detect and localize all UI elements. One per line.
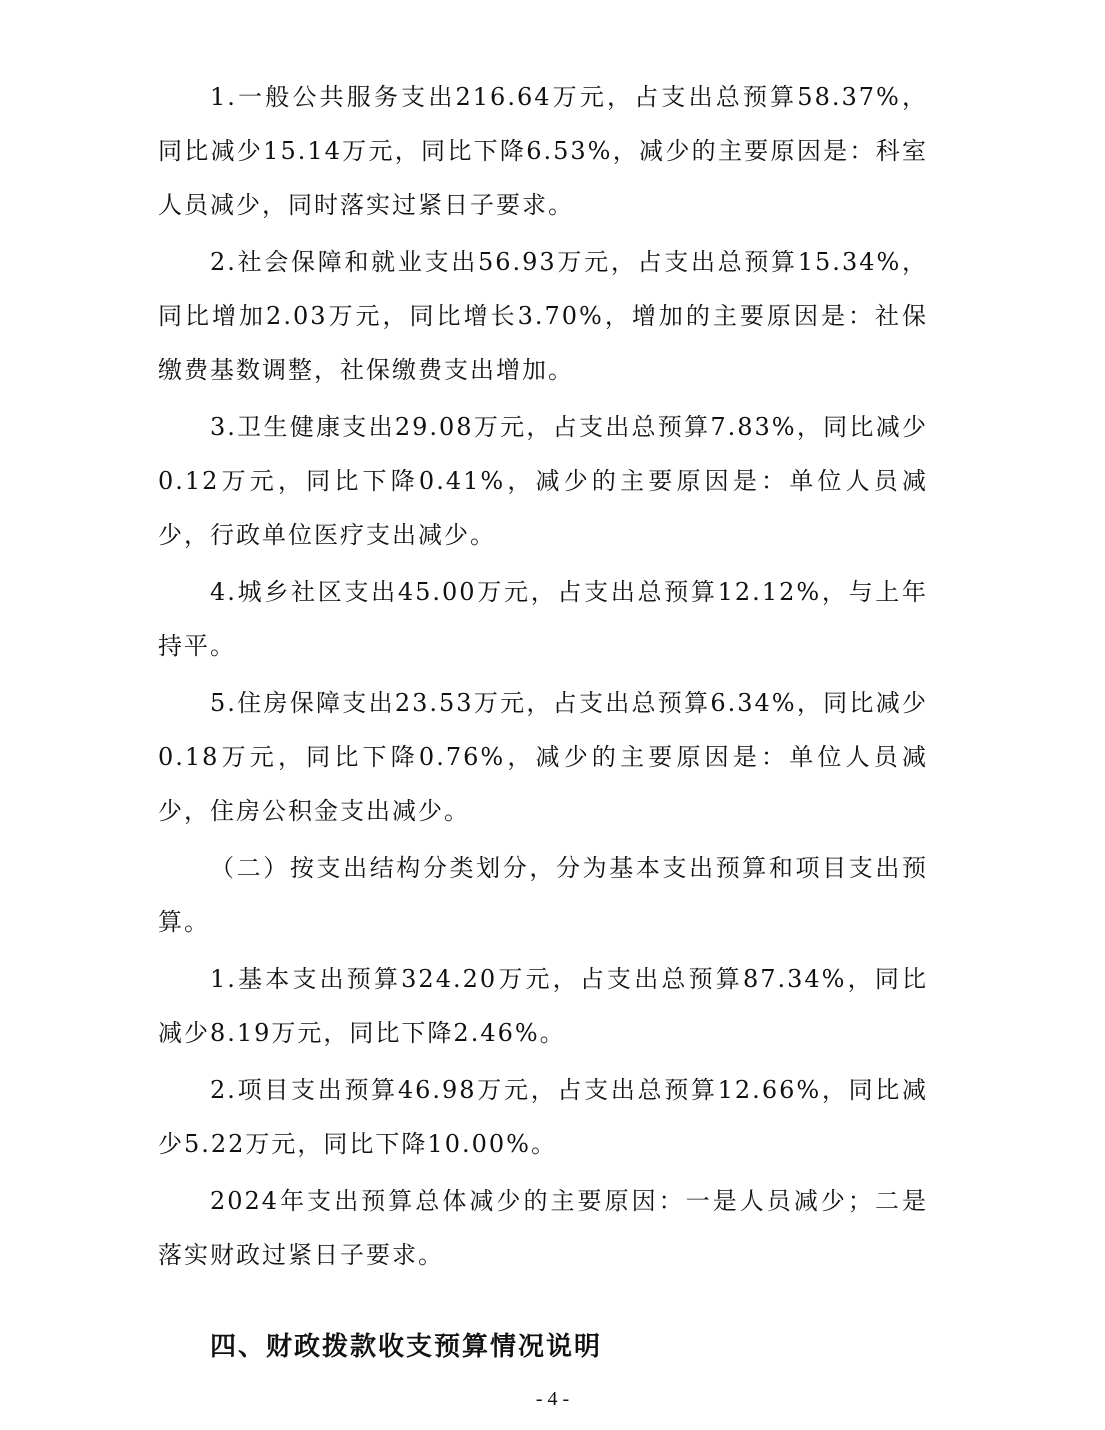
paragraph-health: 3.卫生健康支出29.08万元，占支出总预算7.83%，同比减少0.12万元，同比下降0.41%，减少的主要原因是：单位人员减少，行政单位医疗支出减少。 <box>158 413 928 549</box>
section-heading: 四、财政拨款收支预算情况说明 <box>210 1332 603 1362</box>
paragraph-project-expenditure: 2.项目支出预算46.98万元，占支出总预算12.66%，同比减少5.22万元，同比下降10.00%。 <box>158 1076 928 1158</box>
paragraph-general-public-services: 1.一般公共服务支出216.64万元，占支出总预算58.37%，同比减少15.14万元，同比下降6.53%，减少的主要原因是：科室人员减少，同时落实过紧日子要求。 <box>158 83 928 219</box>
paragraph-social-security: 2.社会保障和就业支出56.93万元，占支出总预算15.34%，同比增加2.03万元，同比增长3.70%，增加的主要原因是：社保缴费基数调整，社保缴费支出增加。 <box>158 248 928 384</box>
paragraph-basic-expenditure: 1.基本支出预算324.20万元，占支出总预算87.34%，同比减少8.19万元，同比下降2.46%。 <box>158 965 928 1047</box>
paragraph-expenditure-structure: （二）按支出结构分类划分，分为基本支出预算和项目支出预算。 <box>158 854 928 936</box>
paragraph-housing: 5.住房保障支出23.53万元，占支出总预算6.34%，同比减少0.18万元，同比下降0.76%，减少的主要原因是：单位人员减少，住房公积金支出减少。 <box>158 689 928 825</box>
paragraph-summary-reason: 2024年支出预算总体减少的主要原因：一是人员减少；二是落实财政过紧日子要求。 <box>158 1187 928 1269</box>
page-number: - 4 - <box>535 1388 570 1410</box>
document-body <box>158 70 928 1374</box>
paragraph-urban-rural-community: 4.城乡社区支出45.00万元，占支出总预算12.12%，与上年持平。 <box>158 578 928 660</box>
